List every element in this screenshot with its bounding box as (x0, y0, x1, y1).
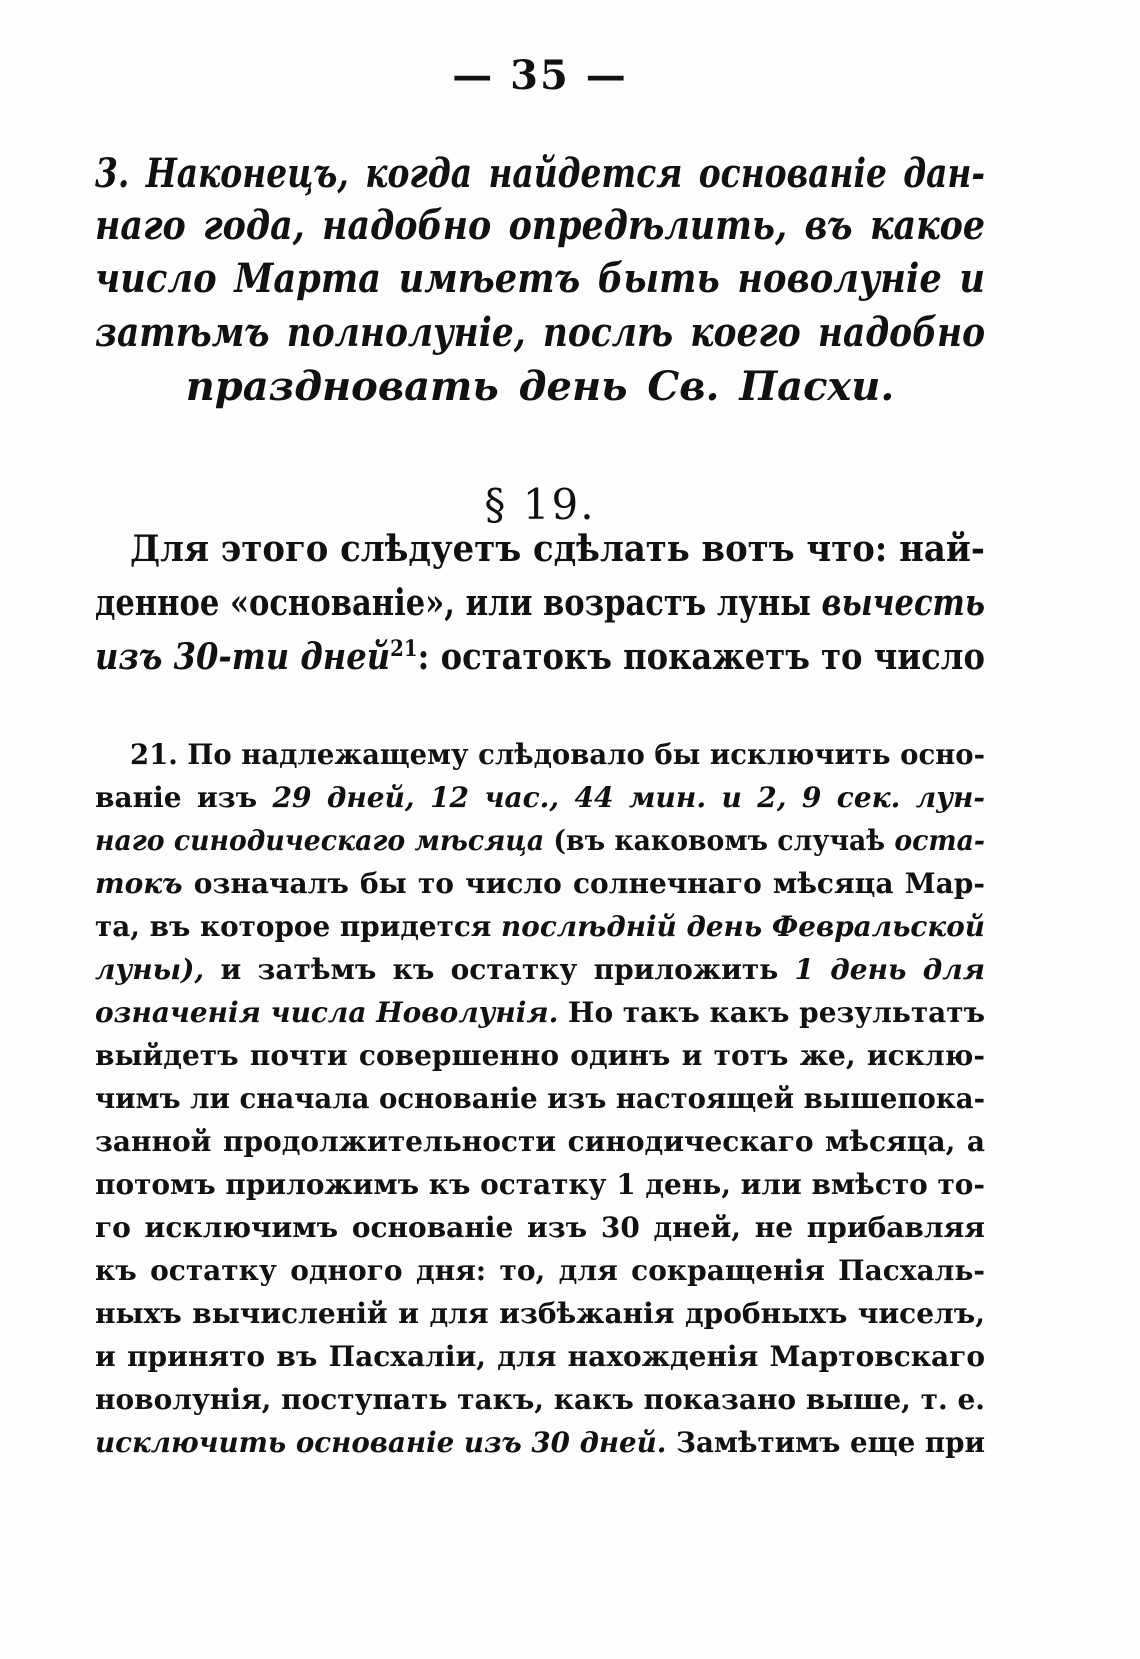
footnote-text: (въ каковомъ случаѣ (544, 824, 895, 857)
paragraph-2-line: Для этого слѣдуетъ сдѣлать вотъ что: най- (130, 528, 985, 570)
paragraph-2-emphasis: изъ 30-ти дней (95, 636, 391, 678)
paragraph-1-line: 3. Наконецъ, когда найдется основаніе дан- (95, 150, 986, 197)
footnote-emphasis: послѣдній день Февральской (501, 910, 986, 943)
paragraph-2-text: денное «основаніе», или возрастъ луны (95, 582, 822, 624)
footnote-line: 21. По надлежащему слѣдовало бы исключить осно- (130, 738, 986, 771)
footnote-line (95, 1426, 986, 1459)
footnote-line (95, 824, 986, 857)
footnote-line (95, 867, 985, 900)
footnote-emphasis: 29 дней, 12 час., 44 мин. и 2, 9 сек. лун- (272, 781, 986, 814)
footnote-emphasis: луны), (95, 953, 205, 986)
footnote-line (95, 996, 986, 1029)
footnote-emphasis: означенія числа Новолунія. (95, 996, 559, 1029)
paragraph-2-line (95, 636, 985, 678)
page-number: — 35 — (452, 52, 628, 99)
paragraph-2-text: : остатокъ покажетъ то число (417, 636, 985, 678)
paragraph-2-line (95, 582, 986, 624)
footnote-line: потомъ приложимъ къ остатку 1 день, или вмѣсто то- (95, 1168, 986, 1201)
footnote-line: чимъ ли сначала основаніе изъ настоящей вышепока- (95, 1082, 986, 1115)
footnote-line (95, 781, 985, 814)
footnote-text: означалъ бы то число солнечнаго мѣсяца Мар- (182, 867, 985, 900)
footnote-line (95, 910, 986, 943)
paragraph-1-line: наго года, надобно опредѣлить, въ какое (95, 202, 986, 249)
paragraph-1-line: затѣмъ полнолуніе, послѣ коего надобно (95, 309, 986, 356)
paragraph-1-line: число Марта имѣетъ быть новолуніе и (95, 255, 985, 302)
footnote-text: та, въ которое придется (95, 910, 502, 943)
footnote-line: выйдетъ почти совершенно одинъ и тотъ же, исклю- (95, 1039, 985, 1072)
footnote-line: и принято въ Пасхаліи, для нахожденія Мартовскаго (95, 1340, 985, 1373)
footnote-line (95, 953, 985, 986)
section-heading: § 19. (484, 480, 596, 529)
footnote-line: занной продолжительности синодическаго мѣсяца, а (95, 1125, 985, 1158)
footnote-line: къ остатку одного дня: то, для сокращенія Пасхаль- (95, 1254, 985, 1287)
footnote-line: ныхъ вычисленій и для избѣжанія дробныхъ чиселъ, (95, 1297, 985, 1330)
footnote-line: новолунія, поступать такъ, какъ показано выше, т. е. (95, 1383, 986, 1416)
paragraph-1-line: праздновать день Св. Пасхи. (185, 363, 895, 410)
footnote-text: Замѣтимъ еще при (666, 1426, 986, 1459)
paragraph-2-emphasis: вычесть (821, 582, 986, 624)
footnote-text: Но такъ какъ результатъ (558, 996, 986, 1029)
footnote-emphasis: токъ (95, 867, 183, 900)
footnote-emphasis: исключить основаніе изъ 30 дней. (95, 1426, 667, 1459)
footnote-emphasis: оста- (894, 824, 986, 857)
footnote-line: го исключимъ основаніе изъ 30 дней, не прибавляя (95, 1211, 985, 1244)
footnote-text: ваніе изъ (95, 781, 273, 814)
footnote-emphasis: наго синодическаго мѣсяца (95, 824, 545, 857)
footnote-marker: 21 (390, 636, 418, 662)
footnote-text: и затѣмъ къ остатку приложить (204, 953, 795, 986)
footnote-emphasis: 1 день для (794, 953, 985, 986)
